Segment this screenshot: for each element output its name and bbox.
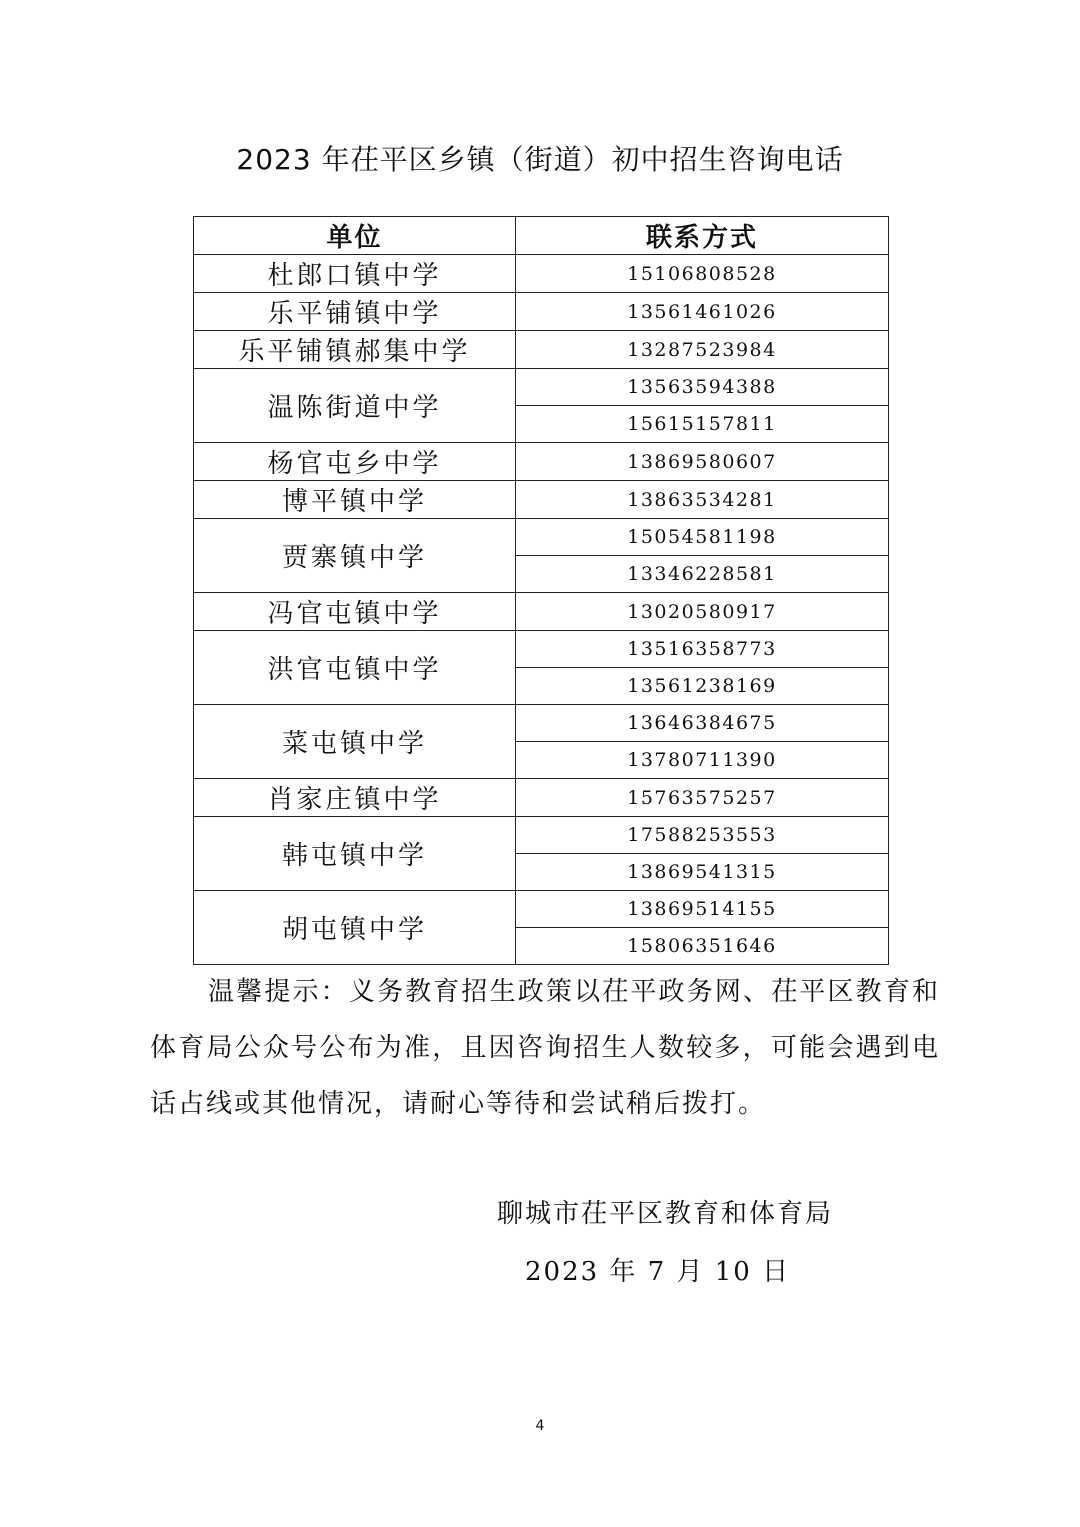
phone-cell: 13561238169 (516, 668, 889, 705)
header-contact: 联系方式 (516, 217, 889, 255)
page-number: 4 (535, 1418, 545, 1434)
phone-cell: 15763575257 (516, 779, 889, 817)
table-row (194, 443, 889, 481)
unit-cell: 胡屯镇中学 (194, 891, 516, 965)
phone-cell: 13869541315 (516, 854, 889, 891)
table-row (194, 255, 889, 293)
phone-cell: 13869514155 (516, 891, 889, 928)
phone-cell: 15615157811 (516, 406, 889, 443)
table-row (194, 631, 889, 668)
table-row (194, 593, 889, 631)
phone-cell: 13561461026 (516, 293, 889, 331)
signature-organization: 聊城市茌平区教育和体育局 (497, 1199, 834, 1229)
unit-cell: 肖家庄镇中学 (194, 779, 516, 817)
unit-cell: 博平镇中学 (194, 481, 516, 519)
phone-cell: 15806351646 (516, 928, 889, 965)
phone-cell: 15106808528 (516, 255, 889, 293)
unit-cell: 温陈街道中学 (194, 369, 516, 443)
phone-cell: 13646384675 (516, 705, 889, 742)
table-row (194, 891, 889, 928)
unit-cell: 杜郎口镇中学 (194, 255, 516, 293)
unit-cell: 冯官屯镇中学 (194, 593, 516, 631)
phone-cell: 17588253553 (516, 817, 889, 854)
contact-table (193, 216, 889, 965)
unit-cell: 乐平铺镇中学 (194, 293, 516, 331)
unit-cell: 洪官屯镇中学 (194, 631, 516, 705)
unit-cell: 贾寨镇中学 (194, 519, 516, 593)
table-row (194, 369, 889, 406)
notice-text: 温馨提示：义务教育招生政策以茌平政务网、茌平区教育和体育局公众号公布为准，且因咨询招生人数较多，可能会遇到电话占线或其他情况，请耐心等待和尝试稍后拨打。 (150, 977, 940, 1119)
table-row (194, 293, 889, 331)
phone-cell: 13020580917 (516, 593, 889, 631)
phone-cell: 13346228581 (516, 556, 889, 593)
unit-cell: 杨官屯乡中学 (194, 443, 516, 481)
table-row (194, 705, 889, 742)
phone-cell: 13516358773 (516, 631, 889, 668)
unit-cell: 韩屯镇中学 (194, 817, 516, 891)
phone-cell: 15054581198 (516, 519, 889, 556)
phone-cell: 13780711390 (516, 742, 889, 779)
table-row (194, 519, 889, 556)
header-unit: 单位 (194, 217, 516, 255)
unit-cell: 菜屯镇中学 (194, 705, 516, 779)
table-row (194, 817, 889, 854)
table-row (194, 481, 889, 519)
phone-cell: 13869580607 (516, 443, 889, 481)
phone-cell: 13863534281 (516, 481, 889, 519)
phone-cell: 13563594388 (516, 369, 889, 406)
phone-cell: 13287523984 (516, 331, 889, 369)
table-row (194, 779, 889, 817)
unit-cell: 乐平铺镇郝集中学 (194, 331, 516, 369)
table-header-row (194, 217, 889, 255)
table-row (194, 331, 889, 369)
document-title: 2023 年茌平区乡镇（街道）初中招生咨询电话 (236, 143, 844, 176)
signature-date: 2023 年 7 月 10 日 (525, 1257, 791, 1287)
